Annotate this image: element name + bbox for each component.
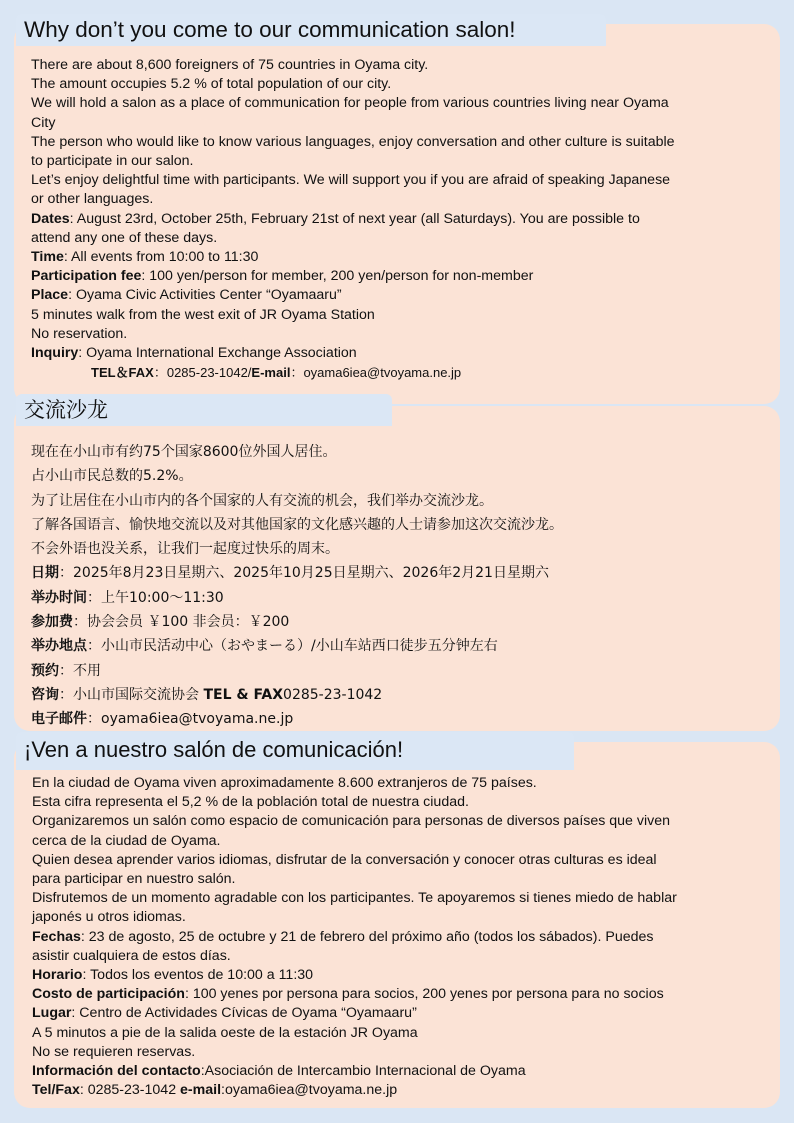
english-inquiry [31,344,764,363]
spanish-title: ¡Ven a nuestro salón de comunicación! [16,732,574,770]
spanish-email-label: e-mail [180,1082,222,1099]
spanish-line: Esta cifra representa el 5,2 % de la población total de nuestra ciudad. [32,794,469,811]
spanish-contact-label: Información del contacto [32,1063,201,1080]
spanish-time-label: Horario [32,967,83,984]
chinese-time-label: 举办时间 [31,589,87,606]
chinese-mail [31,707,766,731]
chinese-inquiry-tail: 0285-23-1042 [283,686,383,703]
english-reservation: No reservation. [31,325,128,342]
english-dates-text: : August 23rd, October 25th, February 21st of next year (all Saturdays). You are possible to [69,210,640,227]
chinese-booking-text: ：不用 [59,662,101,679]
spanish-fee-text: : 100 yenes por persona para socios, 200 yenes por persona para no socios [184,986,664,1003]
english-telfax-label: TEL＆FAX [91,365,154,381]
english-fee-text: : 100 yen/person for member, 200 yen/person for non-member [141,268,534,285]
spanish-line: para participar en nuestro salón. [32,871,236,888]
english-time-label: Time [31,249,64,266]
chinese-card [14,406,780,731]
chinese-place-text: ：小山市民活动中心（おやまーる）/小山车站西口徒步五分钟左右 [87,638,498,655]
chinese-time-text: ：上午10:00～11:30 [87,589,224,606]
chinese-fee-label: 参加费 [31,614,73,631]
chinese-line: 不会外语也没关系，让我们一起度过快乐的周末。 [31,541,339,558]
chinese-inquiry-text: ：小山市国际交流协会 [59,686,204,703]
english-line: Let’s enjoy delightful time with participants. We will support you if you are afraid of speaking Japanese [31,172,671,189]
spanish-line: En la ciudad de Oyama viven aproximadamente 8.600 extranjeros de 75 países. [32,775,537,791]
spanish-card [14,742,780,1108]
english-email-text: ：oyama6iea@tvoyama.ne.jp [290,365,462,381]
spanish-line: Disfrutemos de un momento agradable con los participantes. Te apoyaremos si tienes miedo de hablar [32,890,677,907]
spanish-dates-cont: asistir cualquiera de estos días. [32,947,231,964]
english-place-label: Place [31,287,69,304]
chinese-inquiry-bold: TEL & FAX [203,686,284,703]
spanish-line: japonés u otros idiomas. [32,909,186,926]
english-card [14,24,780,404]
spanish-time-text: : Todos los eventos de 10:00 a 11:30 [82,967,314,984]
chinese-fee-text: ：协会会员 ￥100 非会员：￥200 [73,614,290,631]
english-title: Why don’t you come to our communication salon! [16,14,606,46]
spanish-line: Quien desea aprender varios idiomas, disfrutar de la conversación y conocer otras culturas es ideal [32,851,657,868]
english-line: City [31,114,56,131]
chinese-time [31,586,766,610]
english-line: to participate in our salon. [31,153,194,170]
english-dates [31,210,764,229]
chinese-date-text: ：2025年8月23日星期六、2025年10月25日星期六、2026年2月21日星期六 [59,565,549,582]
english-email-label: E-mail [251,365,291,381]
chinese-booking-label: 预约 [31,662,59,679]
spanish-fee [32,985,764,1004]
spanish-telfax-text: : 0285-23-1042 [79,1082,181,1099]
english-dates-cont: attend any one of these days. [31,229,218,246]
spanish-email-text: :oyama6iea@tvoyama.ne.jp [221,1082,398,1099]
english-inquiry-label: Inquiry [31,345,79,362]
english-inquiry-text: : Oyama International Exchange Association [78,345,357,362]
english-fee-label: Participation fee [31,268,142,285]
english-line: or other languages. [31,191,154,208]
english-place [31,286,764,305]
chinese-inquiry [31,683,766,707]
spanish-dates [32,928,764,947]
spanish-line: Organizaremos un salón como espacio de comunicación para personas de diversos países que viven [32,813,671,830]
chinese-line: 现在在小山市有约75个国家8600位外国人居住。 [31,444,337,460]
chinese-date [31,561,766,585]
english-place-text: : Oyama Civic Activities Center “Oyamaaru” [68,287,342,304]
chinese-mail-label: 电子邮件 [31,711,87,728]
english-line: The amount occupies 5.2 % of total population of our city. [31,76,392,93]
chinese-place [31,634,766,658]
spanish-contact-text: :Asociación de Intercambio Internacional de Oyama [200,1063,526,1080]
spanish-dates-label: Fechas [32,928,81,945]
spanish-time [32,966,764,985]
spanish-telfax-label: Tel/Fax [32,1082,80,1099]
spanish-contact [32,1062,764,1081]
spanish-walk: A 5 minutos a pie de la salida oeste de la estación JR Oyama [32,1024,418,1041]
english-walk: 5 minutes walk from the west exit of JR Oyama Station [31,306,375,323]
chinese-line: 了解各国语言、愉快地交流以及对其他国家的文化感兴趣的人士请参加这次交流沙龙。 [31,516,563,533]
chinese-place-label: 举办地点 [31,638,87,655]
english-line: The person who would like to know various languages, enjoy conversation and other culture is suitable [31,133,675,150]
chinese-date-label: 日期 [31,565,59,582]
spanish-place-text: : Centro de Actividades Cívicas de Oyama “Oyamaaru” [71,1005,417,1022]
spanish-telfax [32,1081,764,1100]
chinese-booking [31,659,766,683]
english-contact [31,363,764,382]
english-fee [31,267,764,286]
chinese-line: 占小山市民总数的5.2%。 [31,468,193,485]
spanish-fee-label: Costo de participación [32,986,185,1003]
chinese-line: 为了让居住在小山市内的各个国家的人有交流的机会，我们举办交流沙龙。 [31,492,493,509]
chinese-mail-text: ：oyama6iea@tvoyama.ne.jp [87,711,294,728]
english-line: There are about 8,600 foreigners of 75 countries in Oyama city. [31,57,429,73]
spanish-place [32,1004,764,1023]
spanish-place-label: Lugar [32,1005,72,1022]
english-telfax-text: ：0285-23-1042/ [153,365,252,381]
chinese-title: 交流沙龙 [16,394,392,426]
spanish-dates-text: : 23 de agosto, 25 de octubre y 21 de febrero del próximo año (todos los sábados). Puedes [80,928,654,945]
english-time-text: : All events from 10:00 to 11:30 [63,249,259,266]
english-dates-label: Dates [31,210,70,227]
english-line: We will hold a salon as a place of communication for people from various countries living near Oyama [31,95,669,112]
chinese-fee [31,610,766,634]
english-time [31,248,764,267]
spanish-reservation: No se requieren reservas. [32,1043,196,1060]
spanish-line: cerca de la ciudad de Oyama. [32,832,221,849]
chinese-inquiry-label: 咨询 [31,686,59,703]
